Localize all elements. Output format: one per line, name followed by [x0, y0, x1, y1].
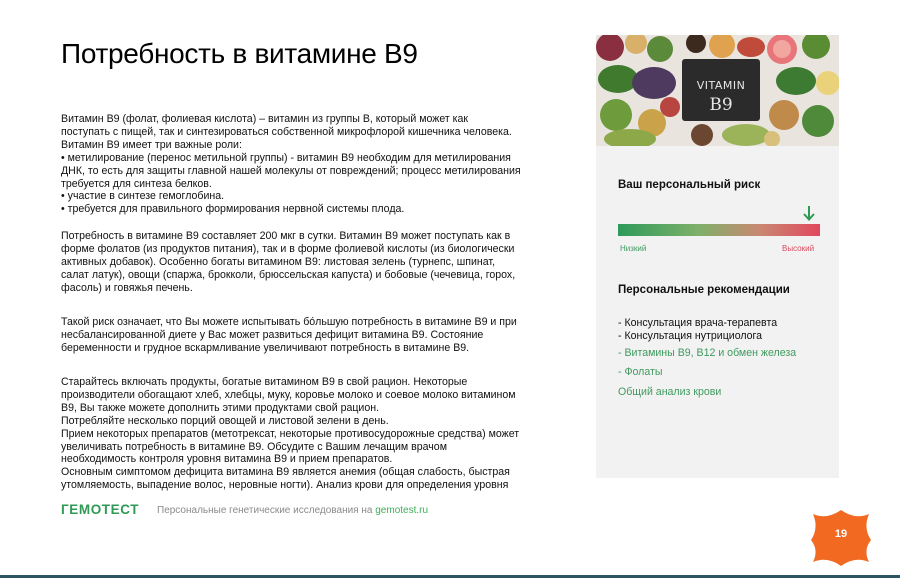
paragraph-risk: [61, 316, 517, 355]
text-line: ДНК, то есть для защиты главной нашей молекулы от повреждений; процесс метилирования: [61, 164, 521, 177]
sidebar-panel: [596, 35, 839, 478]
text-line: Основным симптомом дефицита витамина В9 является анемия (общая слабость, быстрая: [61, 466, 510, 479]
footer-caption: Персональные генетические исследования на: [157, 505, 376, 516]
vitamin-foods-image: [596, 35, 839, 146]
text-line: Такой риск означает, что Вы можете испытывать бóльшую потребность в витамине В9 и при: [61, 316, 517, 328]
text-line: Потребность в витамине В9 составляет 200 мкг в сутки. Витамин В9 может поступать как в: [61, 230, 511, 242]
text-line: • участие в синтезе гемоглобина.: [61, 190, 225, 203]
text-line: беременности и грудное вскармливание увеличивают потребность в витамине В9.: [61, 341, 470, 354]
text-line: салат латук), овощи (спаржа, брокколи, брюссельская капуста) и бобовые (чечевица, горох,: [61, 268, 516, 281]
recommendation-item: - Консультация нутрициолога: [618, 330, 763, 342]
text-line: Прием некоторых препаратов (метотрексат, некоторые противосудорожные средства) может: [61, 427, 520, 440]
text-line: Потребляйте несколько порций овощей и листовой зелени в день.: [61, 414, 389, 427]
recommendations-title: Персональные рекомендации: [618, 284, 790, 296]
text-line: • метилирование (перенос метильной группы) - витамин В9 необходим для метилирования: [61, 151, 511, 164]
text-line: фасоль) и говяжья печень.: [61, 281, 193, 294]
text-line: форме фолатов (из продуктов питания), так и в форме фолиевой кислоты (из биологически: [61, 242, 515, 255]
text-line: Старайтесь включать продукты, богатые витамином В9 в свой рацион. Некоторые: [61, 376, 468, 388]
footer-text: [157, 505, 428, 516]
text-line: несбалансированной диете у Вас может развиться дефицит витамина В9. Состояние: [61, 328, 484, 341]
arrow-down-icon: [802, 205, 816, 221]
paragraph-requirement: [61, 230, 515, 295]
recommendation-link[interactable]: - Фолаты: [618, 366, 663, 378]
text-line: увеличивать потребность в витамине В9. Обсудите с Вашим лечащим врачом: [61, 440, 447, 453]
page-number: 19: [834, 528, 848, 540]
footer-link[interactable]: gemotest.ru: [375, 505, 429, 516]
text-line: необходимость контроля уровня витамина В9 и прием препаратов.: [61, 453, 393, 466]
text-line: В9, Вы также можете дополнить этими продуктами свой рацион.: [61, 401, 380, 414]
text-line: требуется для синтеза белков.: [61, 177, 212, 190]
risk-gradient-bar: [618, 224, 820, 236]
page-title: Потребность в витамине В9: [61, 38, 418, 69]
text-line: • требуется для правильного формирования нервной системы плода.: [61, 203, 405, 216]
risk-title: Ваш персональный риск: [618, 179, 761, 191]
paragraph-intro: [61, 113, 521, 216]
text-line: производители обогащают хлеб, хлебцы, муку, коровье молоко и соевое молоко витамином: [61, 388, 516, 401]
text-line: Витамин В9 (фолат, фолиевая кислота) – витамин из группы В, который может как: [61, 113, 469, 125]
hero-caption-line1: VITAMIN: [696, 79, 746, 92]
hero-caption-line2: B9: [709, 95, 733, 115]
text-line: поступать с пищей, так и синтезироваться собственной микрофлорой кишечника человека.: [61, 125, 512, 138]
paragraph-advice: [61, 376, 519, 492]
recommendation-item: - Консультация врача-терапевта: [618, 317, 778, 329]
gemotest-logo: ГЕМОТЕСТ: [61, 502, 140, 517]
risk-high-label: Высокий: [782, 244, 815, 253]
text-line: Витамин В9 имеет три важные роли:: [61, 138, 242, 151]
recommendation-link[interactable]: - Витамины В9, В12 и обмен железа: [618, 347, 797, 359]
text-line: утомляемость, выпадение волос, неровные ногти). Анализ крови для определения уровня: [61, 479, 509, 492]
risk-low-label: Низкий: [620, 244, 647, 253]
recommendation-link[interactable]: Общий анализ крови: [618, 386, 722, 398]
text-line: активных добавок). Особенно богаты витамином В9: листовая зелень (турнепс, шпинат,: [61, 255, 496, 268]
